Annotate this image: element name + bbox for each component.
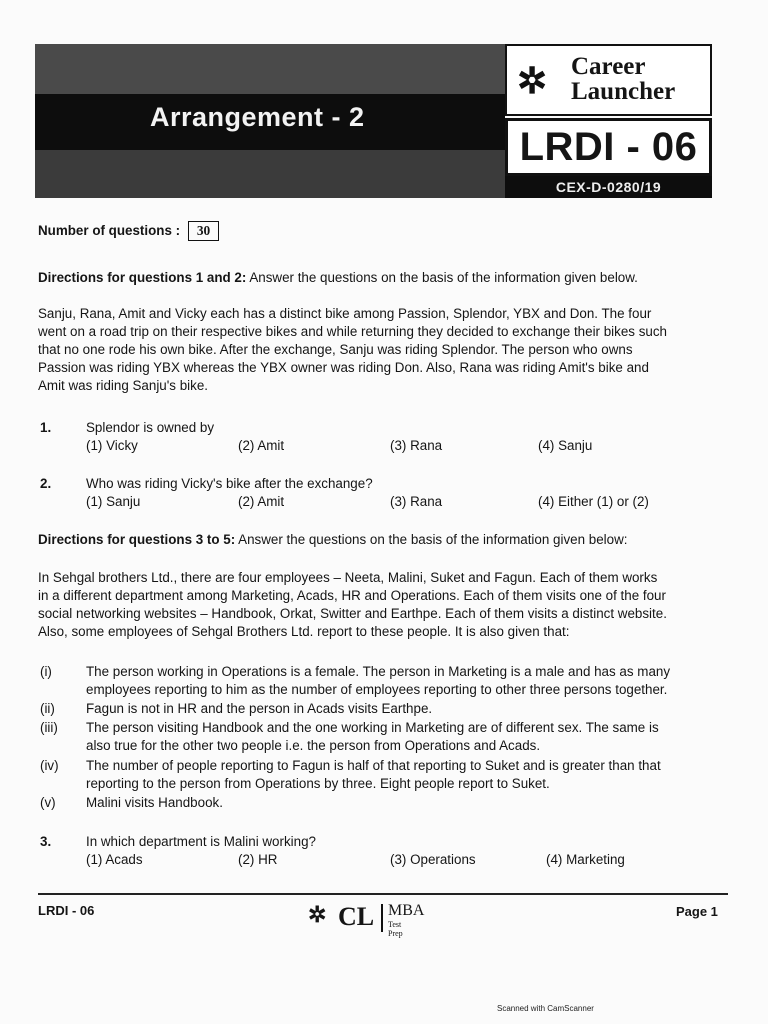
passage-line: Sanju, Rana, Amit and Vicky each has a distinct bike among Passion, Splendor, YBX and Don. The four <box>38 306 652 321</box>
option: (3) Rana <box>390 494 443 509</box>
clue-number: (iv) <box>40 758 59 773</box>
clue-line: The person visiting Handbook and the one working in Marketing are of different sex. The same is <box>86 720 659 735</box>
clue-number: (i) <box>40 664 52 679</box>
test-prep-text: Test Prep <box>388 920 403 938</box>
page-title: Arrangement - 2 <box>150 102 365 132</box>
cl-logo-icon: ✲ <box>308 902 327 928</box>
option: (2) Amit <box>238 494 285 509</box>
passage-line: Also, some employees of Sehgal Brothers Ltd. report to these people. It is also given that: <box>38 624 570 639</box>
scanner-watermark: Scanned with CamScanner <box>497 1004 594 1013</box>
question-text: Splendor is owned by <box>86 420 215 435</box>
option: (4) Sanju <box>538 438 593 453</box>
directions-1-2 <box>38 269 638 287</box>
clue-number: (v) <box>40 795 56 810</box>
mba-logo-text: MBA <box>388 902 425 919</box>
option: (2) Amit <box>238 438 285 453</box>
directions-heading: Directions for questions 1 and 2: <box>38 270 247 285</box>
clue-line: reporting to the person from Operations by three. Eight people report to Suket. <box>86 776 550 791</box>
logo-separator <box>381 904 383 932</box>
clue-line: The person working in Operations is a female. The person in Marketing is a male and has as many <box>86 664 671 679</box>
directions-text: Answer the questions on the basis of the information given below: <box>238 532 628 547</box>
reference-bar <box>505 176 712 198</box>
question-text: Who was riding Vicky's bike after the exchange? <box>86 476 373 491</box>
number-of-questions <box>38 221 219 241</box>
option: (1) Vicky <box>86 438 138 453</box>
logo-text-career: Career <box>571 53 646 80</box>
option: (4) Either (1) or (2) <box>538 494 649 509</box>
clue-line: Fagun is not in HR and the person in Acads visits Earthpe. <box>86 701 433 716</box>
directions-text: Answer the questions on the basis of the information given below. <box>249 270 638 285</box>
passage-line: went on a road trip on their respective bikes and while returning they decided to exchange their bikes such <box>38 324 667 339</box>
passage-line: Passion was riding YBX whereas the YBX owner was riding Don. Also, Rana was riding Amit's bike and <box>38 360 649 375</box>
footer-divider <box>38 893 728 895</box>
clue-number: (iii) <box>40 720 58 735</box>
test-code: LRDI - 06 <box>519 125 698 169</box>
option: (1) Sanju <box>86 494 141 509</box>
page-number: Page 1 <box>676 904 718 919</box>
clue-number: (ii) <box>40 701 55 716</box>
passage-line: in a different department among Marketing, Acads, HR and Operations. Each of them visits one of the four <box>38 588 666 603</box>
number-of-questions-label: Number of questions : <box>38 223 181 238</box>
cl-logo-text: CL <box>338 902 375 931</box>
career-launcher-logo <box>505 44 712 116</box>
number-of-questions-value: 30 <box>188 221 219 241</box>
clue-line: also true for the other two people i.e. the person from Operations and Acads. <box>86 738 541 753</box>
question-number: 2. <box>40 476 52 491</box>
passage-line: Amit was riding Sanju's bike. <box>38 378 209 393</box>
option: (2) HR <box>238 852 278 867</box>
directions-heading: Directions for questions 3 to 5: <box>38 532 236 547</box>
option: (3) Operations <box>390 852 476 867</box>
test-code-box <box>505 118 712 176</box>
logo-text-launcher: Launcher <box>571 78 676 105</box>
passage-line: In Sehgal brothers Ltd., there are four employees – Neeta, Malini, Suket and Fagun. Each of them works <box>38 570 658 585</box>
footer-test-code: LRDI - 06 <box>38 903 95 918</box>
option: (4) Marketing <box>546 852 625 867</box>
option: (3) Rana <box>390 438 443 453</box>
question-number: 1. <box>40 420 52 435</box>
option: (1) Acads <box>86 852 143 867</box>
clue-line: The number of people reporting to Fagun is half of that reporting to Suket and is greater than that <box>86 758 661 773</box>
header-banner-top <box>35 44 505 94</box>
passage-line: social networking websites – Handbook, Orkat, Switter and Earthpe. Each of them visits a distinct website. <box>38 606 667 621</box>
clue-line: Malini visits Handbook. <box>86 795 223 810</box>
career-launcher-logo-icon: ✲ <box>517 60 548 102</box>
passage-line: that no one rode his own bike. After the exchange, Sanju was riding Splendor. The person who owns <box>38 342 633 357</box>
header-banner-bottom <box>35 150 505 198</box>
question-text: In which department is Malini working? <box>86 834 316 849</box>
clue-line: employees reporting to him as the number of employees reporting to other three persons together. <box>86 682 668 697</box>
reference-code: CEX-D-0280/19 <box>555 179 662 195</box>
directions-3-5 <box>38 531 627 549</box>
question-number: 3. <box>40 834 52 849</box>
